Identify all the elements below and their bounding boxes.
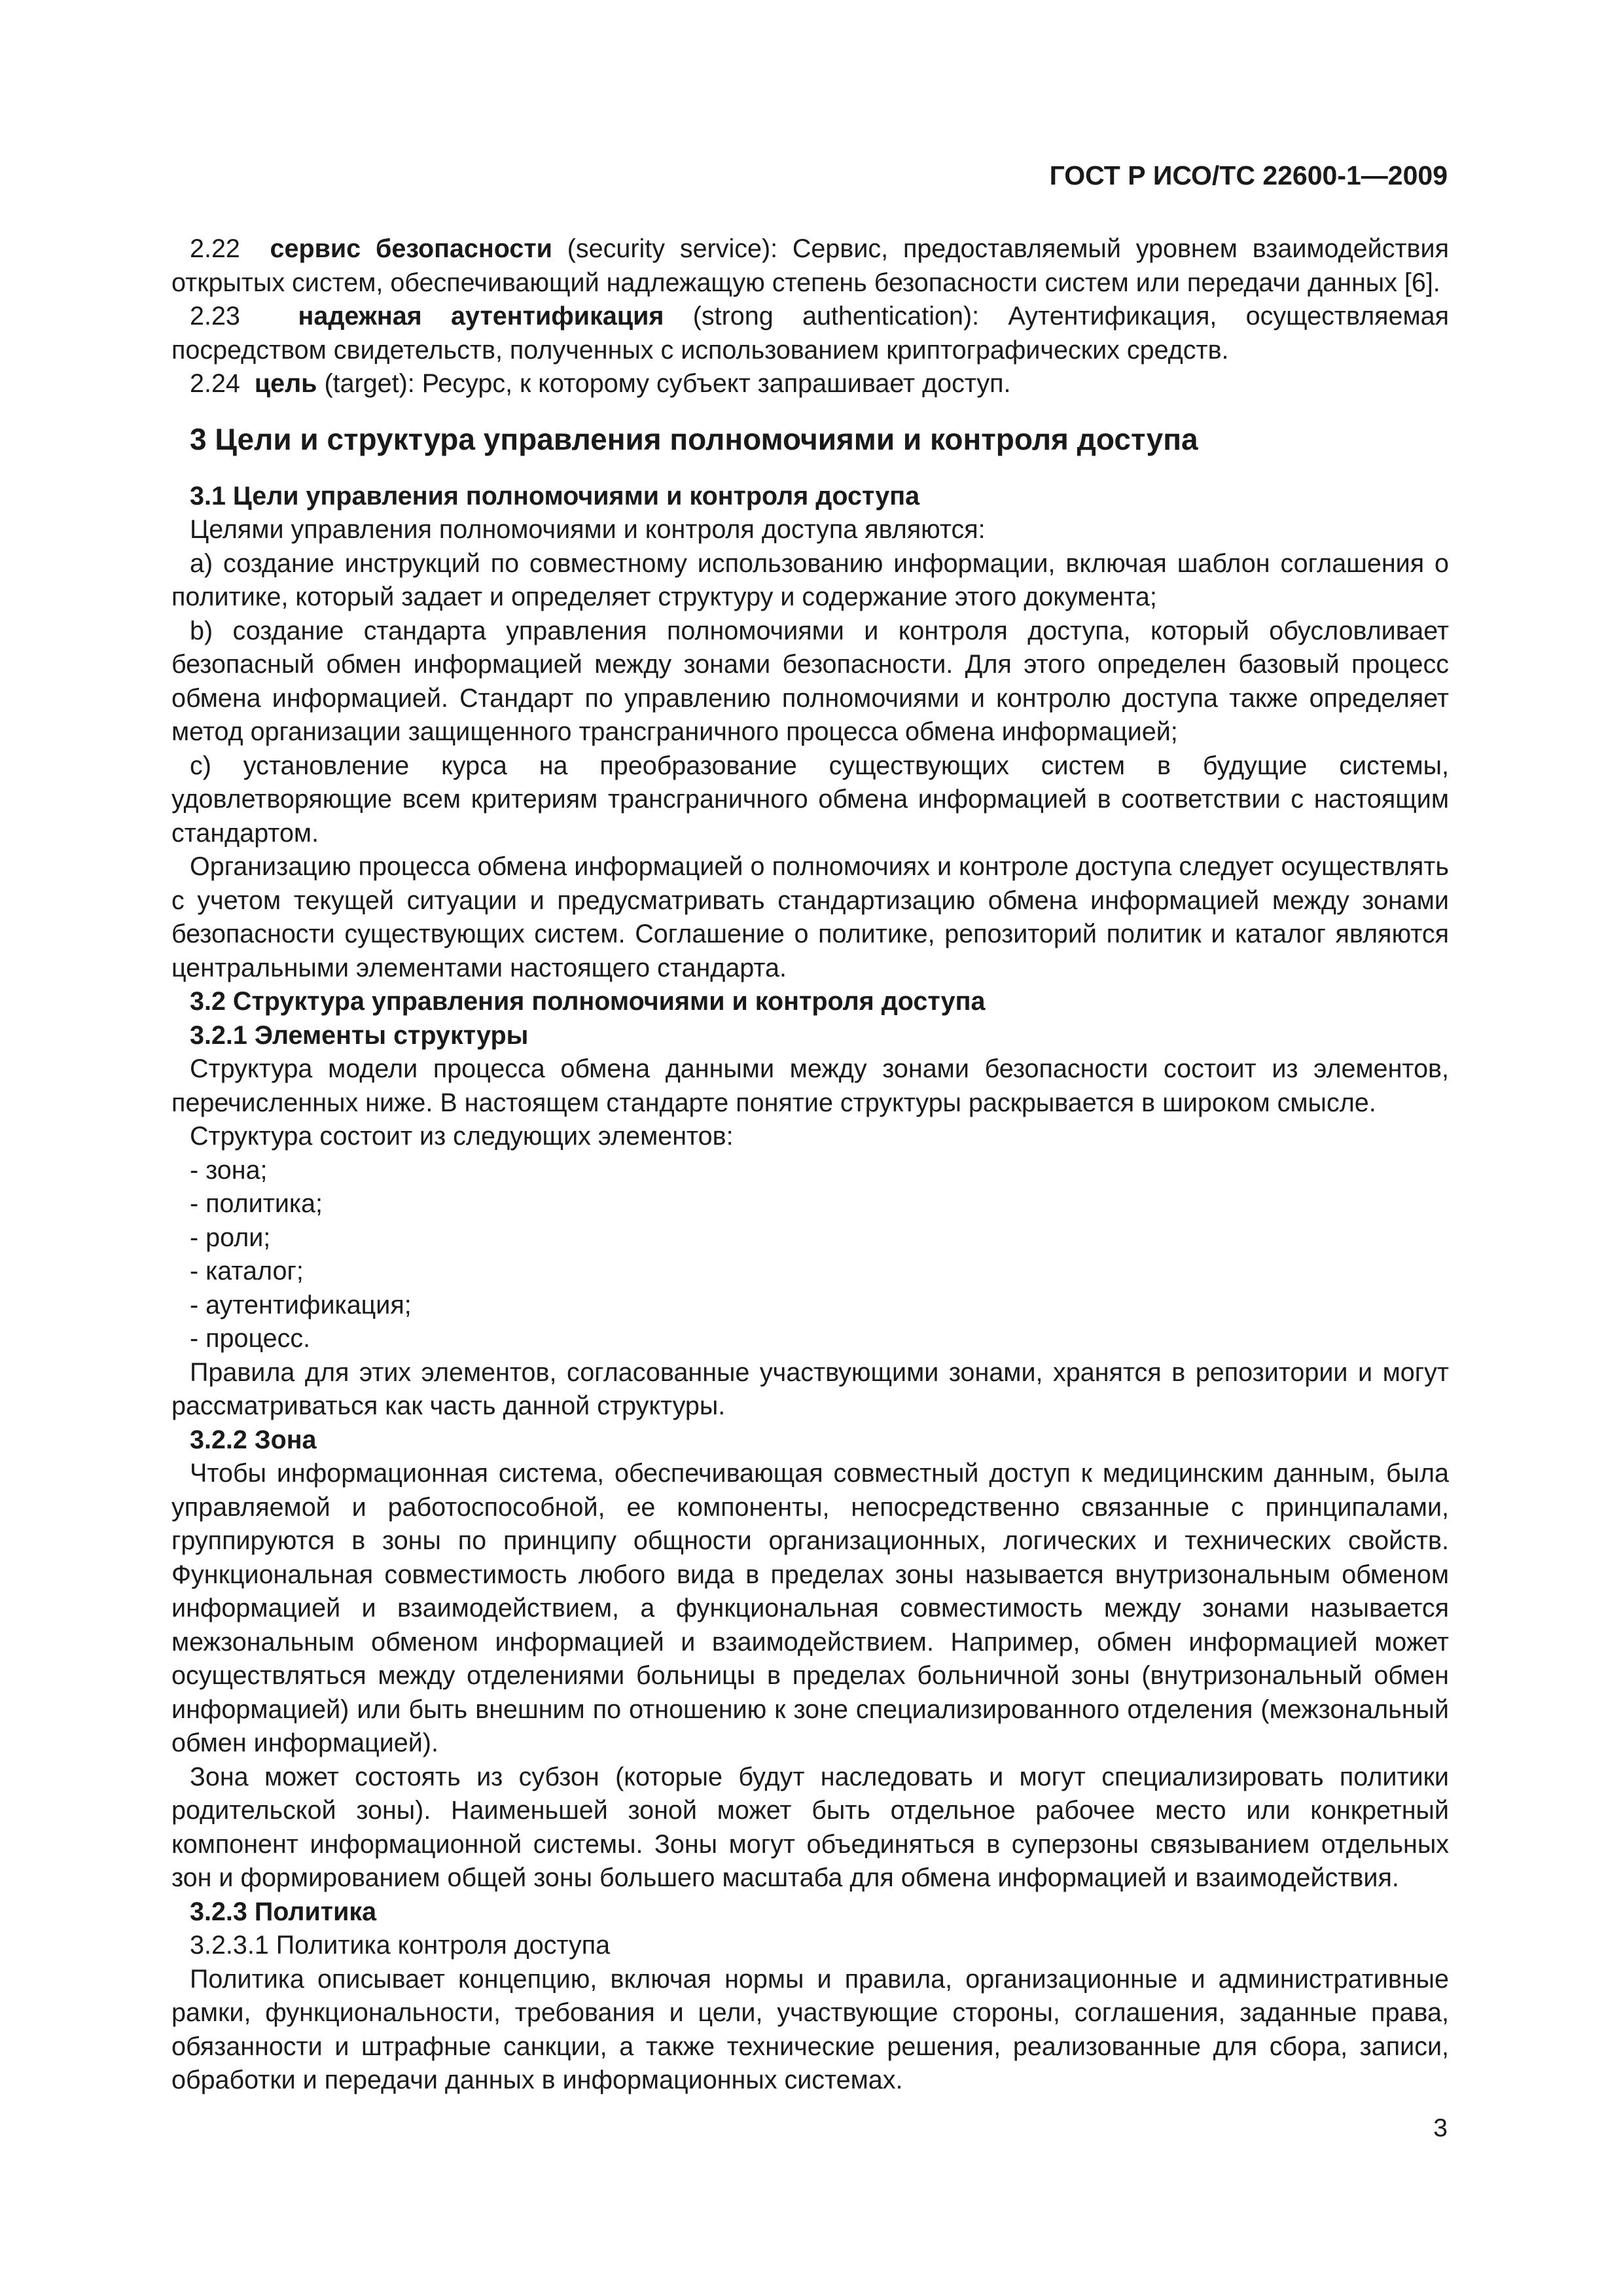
definition-text: (security service): Сервис, предоставляемый уровнем взаимодействия открытых систем, обеспечивающий надлежащую степень безопасности систем или передачи данных [6]. <box>171 234 1449 297</box>
section-3-2-3-heading: 3.2.3 Политика <box>190 1897 377 1926</box>
goal-item-a: а) создание инструкций по совместному использованию информации, включая шаблон соглашения о политике, который задает и определяет структуру и содержание этого документа; <box>171 548 1449 611</box>
definition-2-24 <box>171 367 1449 401</box>
definition-text: (strong authentication): Аутентификация, осуществляемая посредством свидетельств, полученных с использованием криптографических средств. <box>171 302 1449 365</box>
definition-term: надежная аутентификация <box>298 302 664 331</box>
section-3-2-2-heading: 3.2.2 Зона <box>190 1425 317 1454</box>
section-3-title: 3 Цели и структура управления полномочиями и контроля доступа <box>190 422 1198 456</box>
definition-text: (target): Ресурс, к которому субъект запрашивает доступ. <box>317 369 1011 398</box>
section-3-1-paragraph: Организацию процесса обмена информацией о полномочиях и контроле доступа следует осуществлять с учетом текущей ситуации и предусматривать стандартизацию обмена информацией между зонами безопасности существующих систем. Соглашение о политике, репозиторий политик и каталог являются центральными элементами настоящего стандарта. <box>171 852 1449 982</box>
definition-term: цель <box>254 369 317 398</box>
section-3-2-1-heading: 3.2.1 Элементы структуры <box>190 1020 529 1050</box>
goal-item-c: с) установление курса на преобразование существующих систем в будущие системы, удовлетворяющие всем критериям трансграничного обмена информацией в соответствии с настоящим стандартом. <box>171 751 1449 848</box>
section-3-1-heading: 3.1 Цели управления полномочиями и контроля доступа <box>190 481 920 511</box>
definition-number: 2.24 <box>190 369 240 398</box>
section-3-2-heading: 3.2 Структура управления полномочиями и контроля доступа <box>190 987 986 1016</box>
page-number: 3 <box>1433 2114 1448 2142</box>
list-item: - каталог; <box>190 1257 304 1285</box>
document-body <box>171 232 1449 2098</box>
section-3-2-3-1-paragraph: Политика описывает концепцию, включая нормы и правила, организационные и административные рамки, функциональности, требования и цели, участвующие стороны, соглашения, заданные права, обязанности и штрафные санкции, а также технические решения, реализованные для сбора, записи, обработки и передачи данных в информационных системах. <box>171 1964 1449 2094</box>
goal-item-b: b) создание стандарта управления полномочиями и контроля доступа, который обусловливает безопасный обмен информацией между зонами безопасности. Для этого определен базовый процесс обмена информацией. Стандарт по управлению полномочиями и контролю доступа также определяет метод организации защищенного трансграничного процесса обмена информацией; <box>171 616 1449 746</box>
definition-2-23 <box>171 300 1449 367</box>
section-3-2-1-paragraph-2: Структура состоит из следующих элементов: <box>190 1122 734 1151</box>
list-item: - процесс. <box>190 1324 311 1353</box>
definition-number: 2.22 <box>190 234 240 263</box>
section-3-2-2-paragraph-1: Чтобы информационная система, обеспечивающая совместный доступ к медицинским данным, была управляемой и работоспособной, ее компоненты, непосредственно связанные с принципалами, группируются в зоны по принципу общности организационных, логических и технических свойств. Функциональная совместимость любого вида в пределах зоны называется внутризональным обменом информацией и взаимодействием, а функциональная совместимость между зонами называется межзональным обменом информацией и взаимодействием. Например, обмен информацией может осуществляться между отделениями больницы в пределах больничной зоны (внутризональный обмен информацией) или быть внешним по отношению к зоне специализированного отделения (межзональный обмен информацией). <box>171 1459 1449 1757</box>
definition-number: 2.23 <box>190 302 240 331</box>
list-item: - зона; <box>190 1155 268 1185</box>
section-3-2-1-paragraph-3: Правила для этих элементов, согласованные участвующими зонами, хранятся в репозитории и могут рассматриваться как часть данной структуры. <box>171 1357 1449 1420</box>
document-header: ГОСТ Р ИСО/ТС 22600-1—2009 <box>1049 160 1448 190</box>
list-item: - политика; <box>190 1189 323 1218</box>
section-3-2-3-1-heading: 3.2.3.1 Политика контроля доступа <box>190 1931 611 1960</box>
section-3-1-intro: Целями управления полномочиями и контроля доступа являются: <box>190 515 986 544</box>
section-3-2-1-paragraph-1: Структура модели процесса обмена данными между зонами безопасности состоит из элементов, перечисленных ниже. В настоящем стандарте понятие структуры раскрывается в широком смысле. <box>171 1054 1449 1117</box>
definition-term: сервис безопасности <box>270 234 552 263</box>
list-item: - аутентификация; <box>190 1290 412 1319</box>
list-item: - роли; <box>190 1223 271 1252</box>
definition-2-22 <box>171 232 1449 300</box>
section-3-2-2-paragraph-2: Зона может состоять из субзон (которые будут наследовать и могут специализировать политики родительской зоны). Наименьшей зоной может быть отдельное рабочее место или конкретный компонент информационной системы. Зоны могут объединяться в суперзоны связыванием отдельных зон и формированием общей зоны большего масштаба для обмена информацией и взаимодействия. <box>171 1762 1449 1892</box>
